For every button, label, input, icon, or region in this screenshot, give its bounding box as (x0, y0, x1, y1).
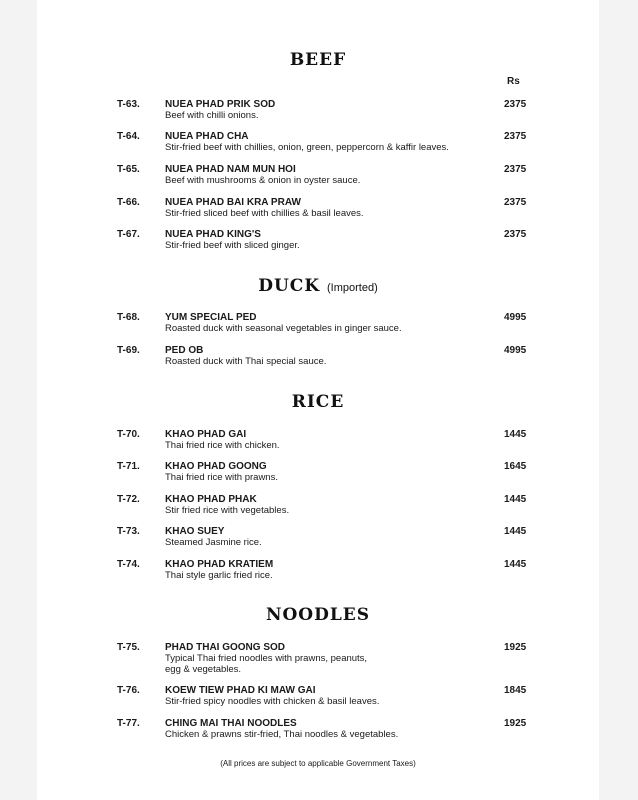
item-price: 1925 (504, 642, 527, 653)
item-name: NUEA PHAD NAM MUN HOI (165, 164, 296, 175)
item-code: T-75. (117, 642, 140, 653)
item-code: T-69. (117, 345, 140, 356)
item-description: Stir-fried beef with sliced ginger. (165, 240, 300, 251)
item-price: 1925 (504, 718, 527, 729)
item-description: Beef with chilli onions. (165, 110, 259, 121)
item-price: 1645 (504, 461, 527, 472)
section-title-duck: DUCK (Imported) (258, 276, 378, 296)
item-name: NUEA PHAD BAI KRA PRAW (165, 197, 301, 208)
item-code: T-67. (117, 229, 140, 240)
item-code: T-71. (117, 461, 140, 472)
item-name: KHAO SUEY (165, 526, 225, 537)
section-title-beef: BEEF (289, 50, 347, 70)
item-code: T-63. (117, 99, 140, 110)
item-price: 2375 (504, 197, 527, 208)
item-name: CHING MAI THAI NOODLES (165, 718, 297, 729)
item-name: PHAD THAI GOONG SOD (165, 642, 286, 653)
item-description: Thai fried rice with prawns. (165, 472, 278, 483)
item-description: Thai fried rice with chicken. (165, 440, 280, 451)
item-name: KHAO PHAD PHAK (165, 494, 257, 505)
item-description: Steamed Jasmine rice. (165, 537, 262, 548)
item-description: Stir fried rice with vegetables. (165, 505, 290, 516)
item-code: T-76. (117, 685, 140, 696)
item-description: Stir-fried spicy noodles with chicken & basil leaves. (165, 696, 380, 707)
item-price: 1445 (504, 526, 527, 537)
item-price: 1445 (504, 559, 527, 570)
item-name: YUM SPECIAL PED (165, 312, 257, 323)
item-code: T-66. (117, 197, 140, 208)
item-code: T-65. (117, 164, 140, 175)
item-price: 2375 (504, 99, 527, 110)
item-description: Thai style garlic fried rice. (165, 570, 273, 581)
item-code: T-77. (117, 718, 140, 729)
item-description: Stir-fried sliced beef with chillies & basil leaves. (165, 208, 364, 219)
item-code: T-73. (117, 526, 140, 537)
section-title-rice: RICE (291, 392, 345, 412)
item-description: Roasted duck with Thai special sauce. (165, 356, 327, 367)
item-description: Roasted duck with seasonal vegetables in ginger sauce. (165, 323, 402, 334)
item-price: 2375 (504, 164, 527, 175)
item-description: Typical Thai fried noodles with prawns, peanuts, egg & vegetables. (165, 653, 368, 675)
tax-disclaimer: (All prices are subject to applicable Government Taxes) (220, 759, 416, 768)
item-name: KHAO PHAD KRATIEM (165, 559, 274, 570)
item-name: KHAO PHAD GOONG (165, 461, 267, 472)
item-name: KOEW TIEW PHAD KI MAW GAI (165, 685, 316, 696)
item-description: Beef with mushrooms & onion in oyster sauce. (165, 175, 361, 186)
item-price: 1445 (504, 494, 527, 505)
item-price: 4995 (504, 345, 527, 356)
item-name: NUEA PHAD CHA (165, 131, 249, 142)
item-name: NUEA PHAD KING'S (165, 229, 261, 240)
item-name: NUEA PHAD PRIK SOD (165, 99, 276, 110)
section-subtitle: (Imported) (327, 282, 378, 294)
item-price: 1845 (504, 685, 527, 696)
currency-label: Rs (507, 76, 520, 87)
item-code: T-74. (117, 559, 140, 570)
item-price: 2375 (504, 131, 527, 142)
item-price: 2375 (504, 229, 527, 240)
item-code: T-68. (117, 312, 140, 323)
item-code: T-64. (117, 131, 140, 142)
item-code: T-72. (117, 494, 140, 505)
item-name: KHAO PHAD GAI (165, 429, 247, 440)
item-description: Stir-fried beef with chillies, onion, green, peppercorn & kaffir leaves. (165, 142, 449, 153)
item-code: T-70. (117, 429, 140, 440)
section-title-noodles: NOODLES (265, 605, 371, 625)
item-name: PED OB (165, 345, 204, 356)
menu-page (37, 0, 599, 800)
item-price: 1445 (504, 429, 527, 440)
item-price: 4995 (504, 312, 527, 323)
item-description: Chicken & prawns stir-fried, Thai noodles & vegetables. (165, 729, 399, 740)
